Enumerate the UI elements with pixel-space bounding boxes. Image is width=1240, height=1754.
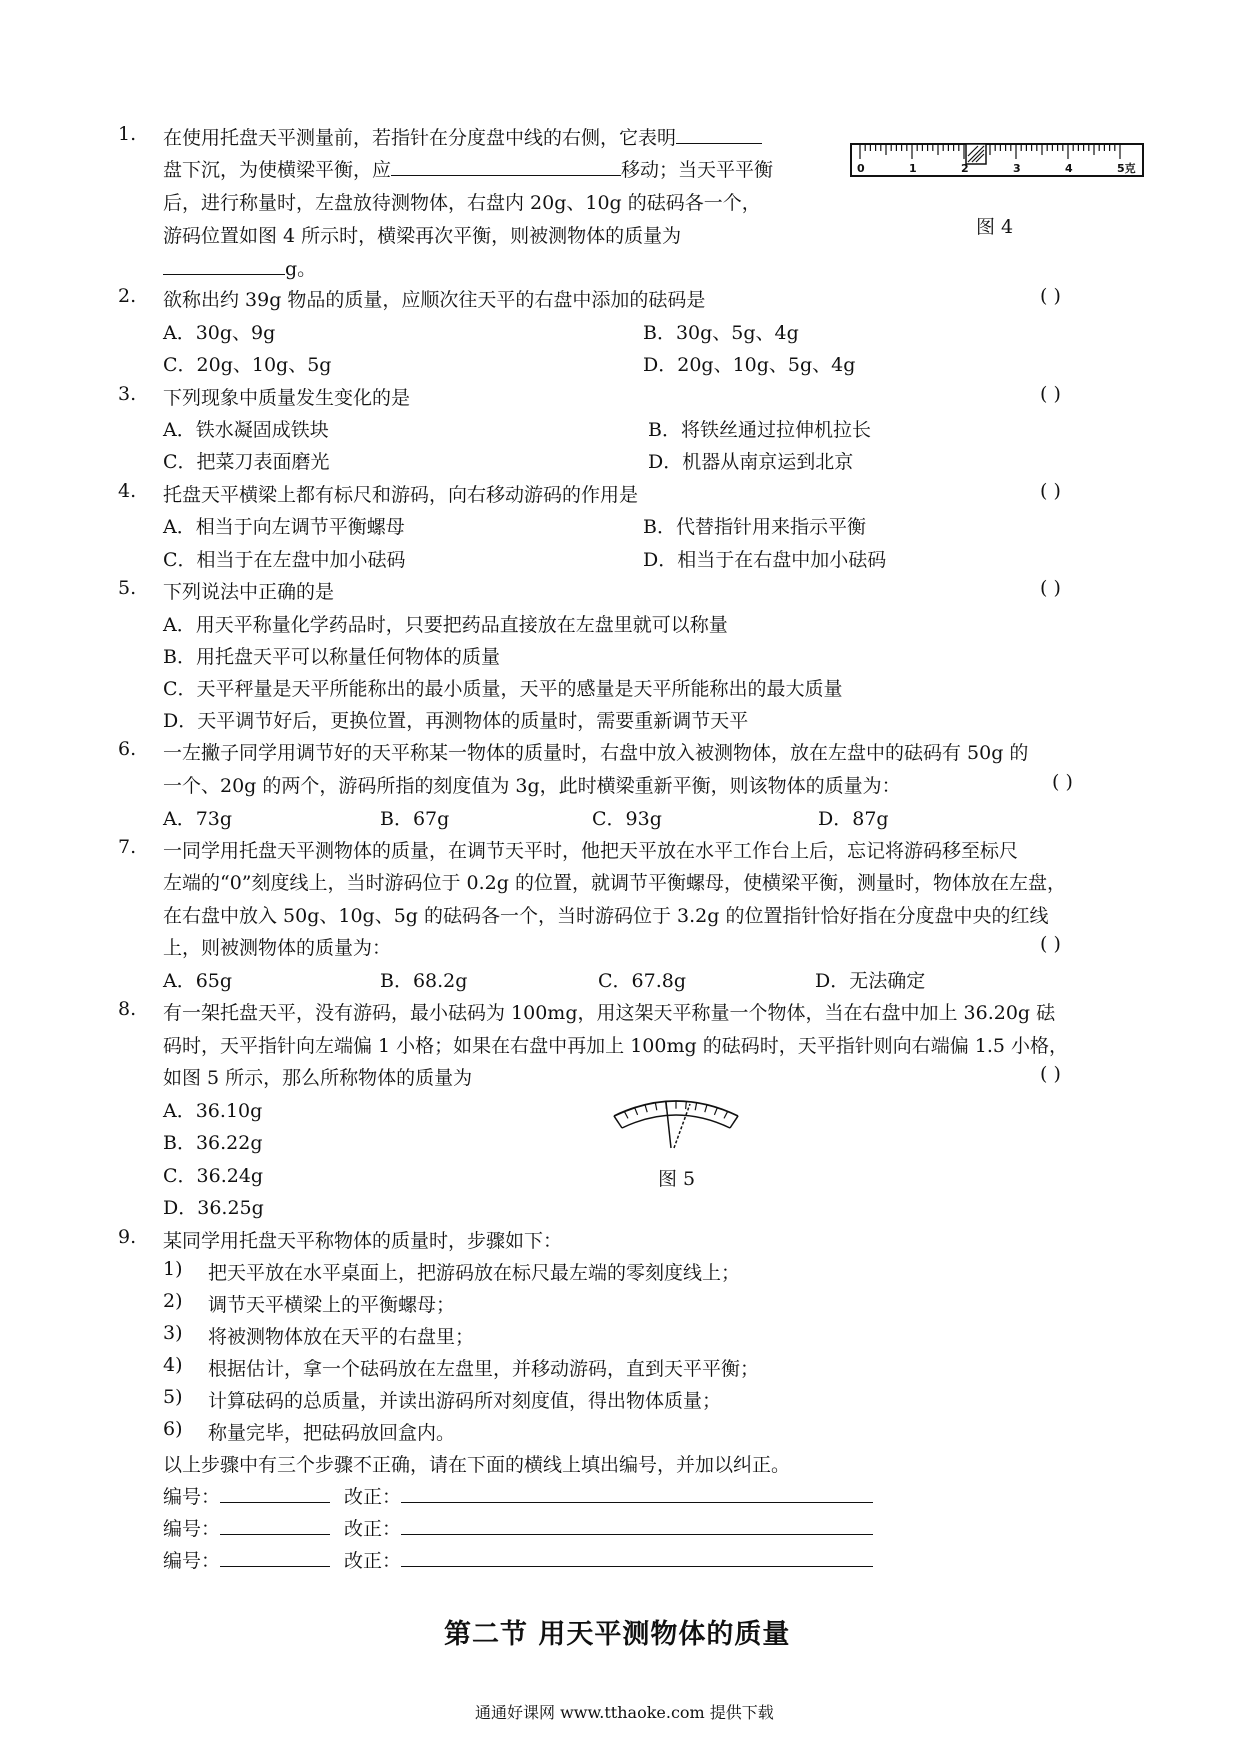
q9-step-text: 将被测物体放在天平的右盘里；	[208, 1326, 475, 1348]
q9-step-number: 5)	[163, 1386, 183, 1408]
q7-option-d[interactable]: D．无法确定	[815, 970, 926, 992]
dial-tick	[705, 1105, 707, 1112]
q5-option-a[interactable]: A．用天平称量化学药品时，只要把药品直接放在左盘里就可以称量	[163, 614, 728, 636]
answer-blank[interactable]	[391, 174, 621, 176]
q7-line1: 一同学用托盘天平测物体的质量，在调节天平时，他把天平放在水平工作台上后，忘记将游码移至标尺	[163, 840, 1019, 862]
dial-tick	[686, 1101, 687, 1109]
q6-line2: 一个、20g 的两个，游码所指的刻度值为 3g，此时横梁重新平衡，则该物体的质量为：	[163, 775, 901, 797]
q4-stem: 托盘天平横梁上都有标尺和游码，向右移动游码的作用是	[163, 484, 639, 506]
fix-label: 改正：	[344, 1550, 402, 1572]
q5-option-b[interactable]: B．用托盘天平可以称量任何物体的质量	[163, 646, 500, 668]
dial-tick	[695, 1103, 696, 1111]
q1-number: 1.	[118, 123, 137, 145]
q6-option-d[interactable]: D．87g	[818, 808, 889, 830]
footer-text: 通通好课网 www.tthaoke.com 提供下载	[475, 1703, 774, 1722]
q6-number: 6.	[118, 738, 137, 760]
figure-4-ruler	[848, 132, 1148, 194]
ruler-label: 3	[1013, 162, 1021, 175]
q8-line1: 有一架托盘天平，没有游码，最小砝码为 100mg，用这架天平称量一个物体，当在右盘中加上 36.20g 砝	[163, 1002, 1056, 1024]
number-label: 编号：	[163, 1550, 221, 1572]
dial-tick	[734, 1116, 738, 1123]
needle-right	[674, 1104, 690, 1148]
q1-unit: g。	[285, 258, 317, 280]
q4-number: 4.	[118, 480, 137, 502]
q9-step-number: 1)	[163, 1258, 183, 1280]
answer-blank[interactable]	[163, 273, 285, 275]
fix-blank[interactable]	[401, 1501, 873, 1503]
q9-answer-row	[163, 1514, 873, 1541]
q8-option-c[interactable]: C．36.24g	[163, 1165, 264, 1187]
q2-option-b[interactable]: B．30g、5g、4g	[643, 322, 799, 344]
q7-number: 7.	[118, 836, 137, 858]
q5-option-d[interactable]: D．天平调节好后，更换位置，再测物体的质量时，需要重新调节天平	[163, 710, 749, 732]
q8-option-a[interactable]: A．36.10g	[163, 1100, 263, 1122]
fix-blank[interactable]	[401, 1565, 873, 1567]
q7-option-c[interactable]: C．67.8g	[598, 970, 687, 992]
figure-5-balance-dial	[608, 1082, 744, 1152]
q5-option-c[interactable]: C．天平秤量是天平所能称出的最小质量，天平的感量是天平所能称出的最大质量	[163, 678, 843, 700]
q7-option-b[interactable]: B．68.2g	[380, 970, 468, 992]
ruler-label: 0	[857, 162, 865, 175]
q4-option-a[interactable]: A．相当于向左调节平衡螺母	[163, 516, 405, 538]
dial-tick	[655, 1103, 656, 1111]
number-blank[interactable]	[220, 1533, 330, 1535]
q2-number: 2.	[118, 285, 137, 307]
dial-tick	[724, 1111, 728, 1118]
q9-step-text: 根据估计，拿一个砝码放在左盘里，并移动游码，直到天平平衡；	[208, 1358, 760, 1380]
ruler-label: 2	[961, 162, 969, 175]
q8-answer-paren[interactable]: ( )	[1040, 1063, 1061, 1085]
q2-option-c[interactable]: C．20g、10g、5g	[163, 354, 332, 376]
q1-line2	[163, 155, 773, 182]
ruler-label: 1	[909, 162, 917, 175]
figure-5-caption: 图 5	[658, 1168, 696, 1190]
q7-line4: 上，则被测物体的质量为：	[163, 937, 392, 959]
fix-label: 改正：	[344, 1518, 402, 1540]
number-label: 编号：	[163, 1518, 221, 1540]
q4-answer-paren[interactable]: ( )	[1040, 480, 1061, 502]
dial-tick	[635, 1108, 638, 1115]
q4-option-d[interactable]: D．相当于在右盘中加小砝码	[643, 549, 887, 571]
q7-line2: 左端的“0”刻度线上，当时游码位于 0.2g 的位置，就调节平衡螺母，使横梁平衡，测量时，物体放在左盘，	[163, 872, 1066, 894]
q9-number: 9.	[118, 1226, 137, 1248]
q4-option-b[interactable]: B．代替指针用来指示平衡	[643, 516, 866, 538]
q2-answer-paren[interactable]: ( )	[1040, 285, 1061, 307]
q8-number: 8.	[118, 998, 137, 1020]
q9-step-number: 6)	[163, 1418, 183, 1440]
fix-label: 改正：	[344, 1486, 402, 1508]
q3-option-d[interactable]: D．机器从南京运到北京	[648, 451, 854, 473]
q6-option-c[interactable]: C．93g	[592, 808, 662, 830]
ruler-label: 5克	[1117, 162, 1136, 175]
number-blank[interactable]	[220, 1565, 330, 1567]
q8-option-d[interactable]: D．36.25g	[163, 1197, 264, 1219]
q9-instruction: 以上步骤中有三个步骤不正确，请在下面的横线上填出编号，并加以纠正。	[163, 1454, 791, 1476]
q7-option-a[interactable]: A．65g	[163, 970, 233, 992]
q9-step-text: 把天平放在水平桌面上，把游码放在标尺最左端的零刻度线上；	[208, 1262, 741, 1284]
q9-step-text: 调节天平横梁上的平衡螺母；	[208, 1294, 456, 1316]
q3-option-c[interactable]: C．把菜刀表面磨光	[163, 451, 330, 473]
q4-option-c[interactable]: C．相当于在左盘中加小砝码	[163, 549, 406, 571]
dial-tick	[714, 1108, 717, 1115]
number-label: 编号：	[163, 1486, 221, 1508]
q3-option-b[interactable]: B．将铁丝通过拉伸机拉长	[648, 419, 871, 441]
dial-tick	[645, 1105, 647, 1112]
q6-option-b[interactable]: B．67g	[380, 808, 450, 830]
q6-answer-paren[interactable]: ( )	[1052, 771, 1073, 793]
q9-step-number: 4)	[163, 1354, 183, 1376]
q1-line3: 后，进行称量时，左盘放待测物体，右盘内 20g、10g 的砝码各一个，	[163, 192, 761, 214]
section-title: 第二节 用天平测物体的质量	[444, 1619, 791, 1650]
q8-line2: 码时，天平指针向左端偏 1 小格；如果在右盘中再加上 100mg 的砝码时，天平指针则向右端偏 1.5 小格，	[163, 1035, 1068, 1057]
q3-answer-paren[interactable]: ( )	[1040, 383, 1061, 405]
q9-answer-row	[163, 1482, 873, 1509]
needle-left	[666, 1102, 671, 1148]
q3-option-a[interactable]: A．铁水凝固成铁块	[163, 419, 329, 441]
q3-stem: 下列现象中质量发生变化的是	[163, 387, 411, 409]
q2-option-d[interactable]: D．20g、10g、5g、4g	[643, 354, 856, 376]
q1-text: 盘下沉，为使横梁平衡，应	[163, 159, 392, 181]
q2-option-a[interactable]: A．30g、9g	[163, 322, 276, 344]
number-blank[interactable]	[220, 1501, 330, 1503]
q8-option-b[interactable]: B．36.22g	[163, 1132, 263, 1154]
q6-line1: 一左撇子同学用调节好的天平称某一物体的质量时，右盘中放入被测物体，放在左盘中的砝码有 50g 的	[163, 742, 1029, 764]
q5-number: 5.	[118, 577, 137, 599]
q1-text: 在使用托盘天平测量前，若指针在分度盘中线的右侧，它表明	[163, 127, 677, 149]
q9-step-number: 3)	[163, 1322, 183, 1344]
q7-answer-paren[interactable]: ( )	[1040, 933, 1061, 955]
figure-4-caption: 图 4	[976, 216, 1014, 238]
q1-text: 移动；当天平平衡	[621, 159, 774, 181]
dial-tick	[614, 1116, 618, 1123]
q1-line1	[163, 123, 762, 150]
q8-line3: 如图 5 所示，那么所称物体的质量为	[163, 1067, 473, 1089]
answer-blank[interactable]	[676, 142, 762, 144]
q1-line4: 游码位置如图 4 所示时，横梁再次平衡，则被测物体的质量为	[163, 225, 682, 247]
q7-line3: 在右盘中放入 50g、10g、5g 的砝码各一个，当时游码位于 3.2g 的位置指针恰好指在分度盘中央的红线	[163, 905, 1049, 927]
q9-stem: 某同学用托盘天平称物体的质量时，步骤如下：	[163, 1230, 563, 1252]
q5-stem: 下列说法中正确的是	[163, 581, 335, 603]
q9-step-number: 2)	[163, 1290, 183, 1312]
q2-stem: 欲称出约 39g 物品的质量，应顺次往天平的右盘中添加的砝码是	[163, 289, 706, 311]
q3-number: 3.	[118, 383, 137, 405]
q9-step-text: 称量完毕，把砝码放回盒内。	[208, 1422, 456, 1444]
q9-answer-row	[163, 1546, 873, 1573]
q6-option-a[interactable]: A．73g	[163, 808, 233, 830]
dial-tick	[624, 1111, 628, 1118]
ruler-label: 4	[1065, 162, 1073, 175]
q1-line5	[163, 254, 316, 281]
fix-blank[interactable]	[401, 1533, 873, 1535]
q5-answer-paren[interactable]: ( )	[1040, 577, 1061, 599]
q9-step-text: 计算砝码的总质量，并读出游码所对刻度值，得出物体质量；	[208, 1390, 722, 1412]
